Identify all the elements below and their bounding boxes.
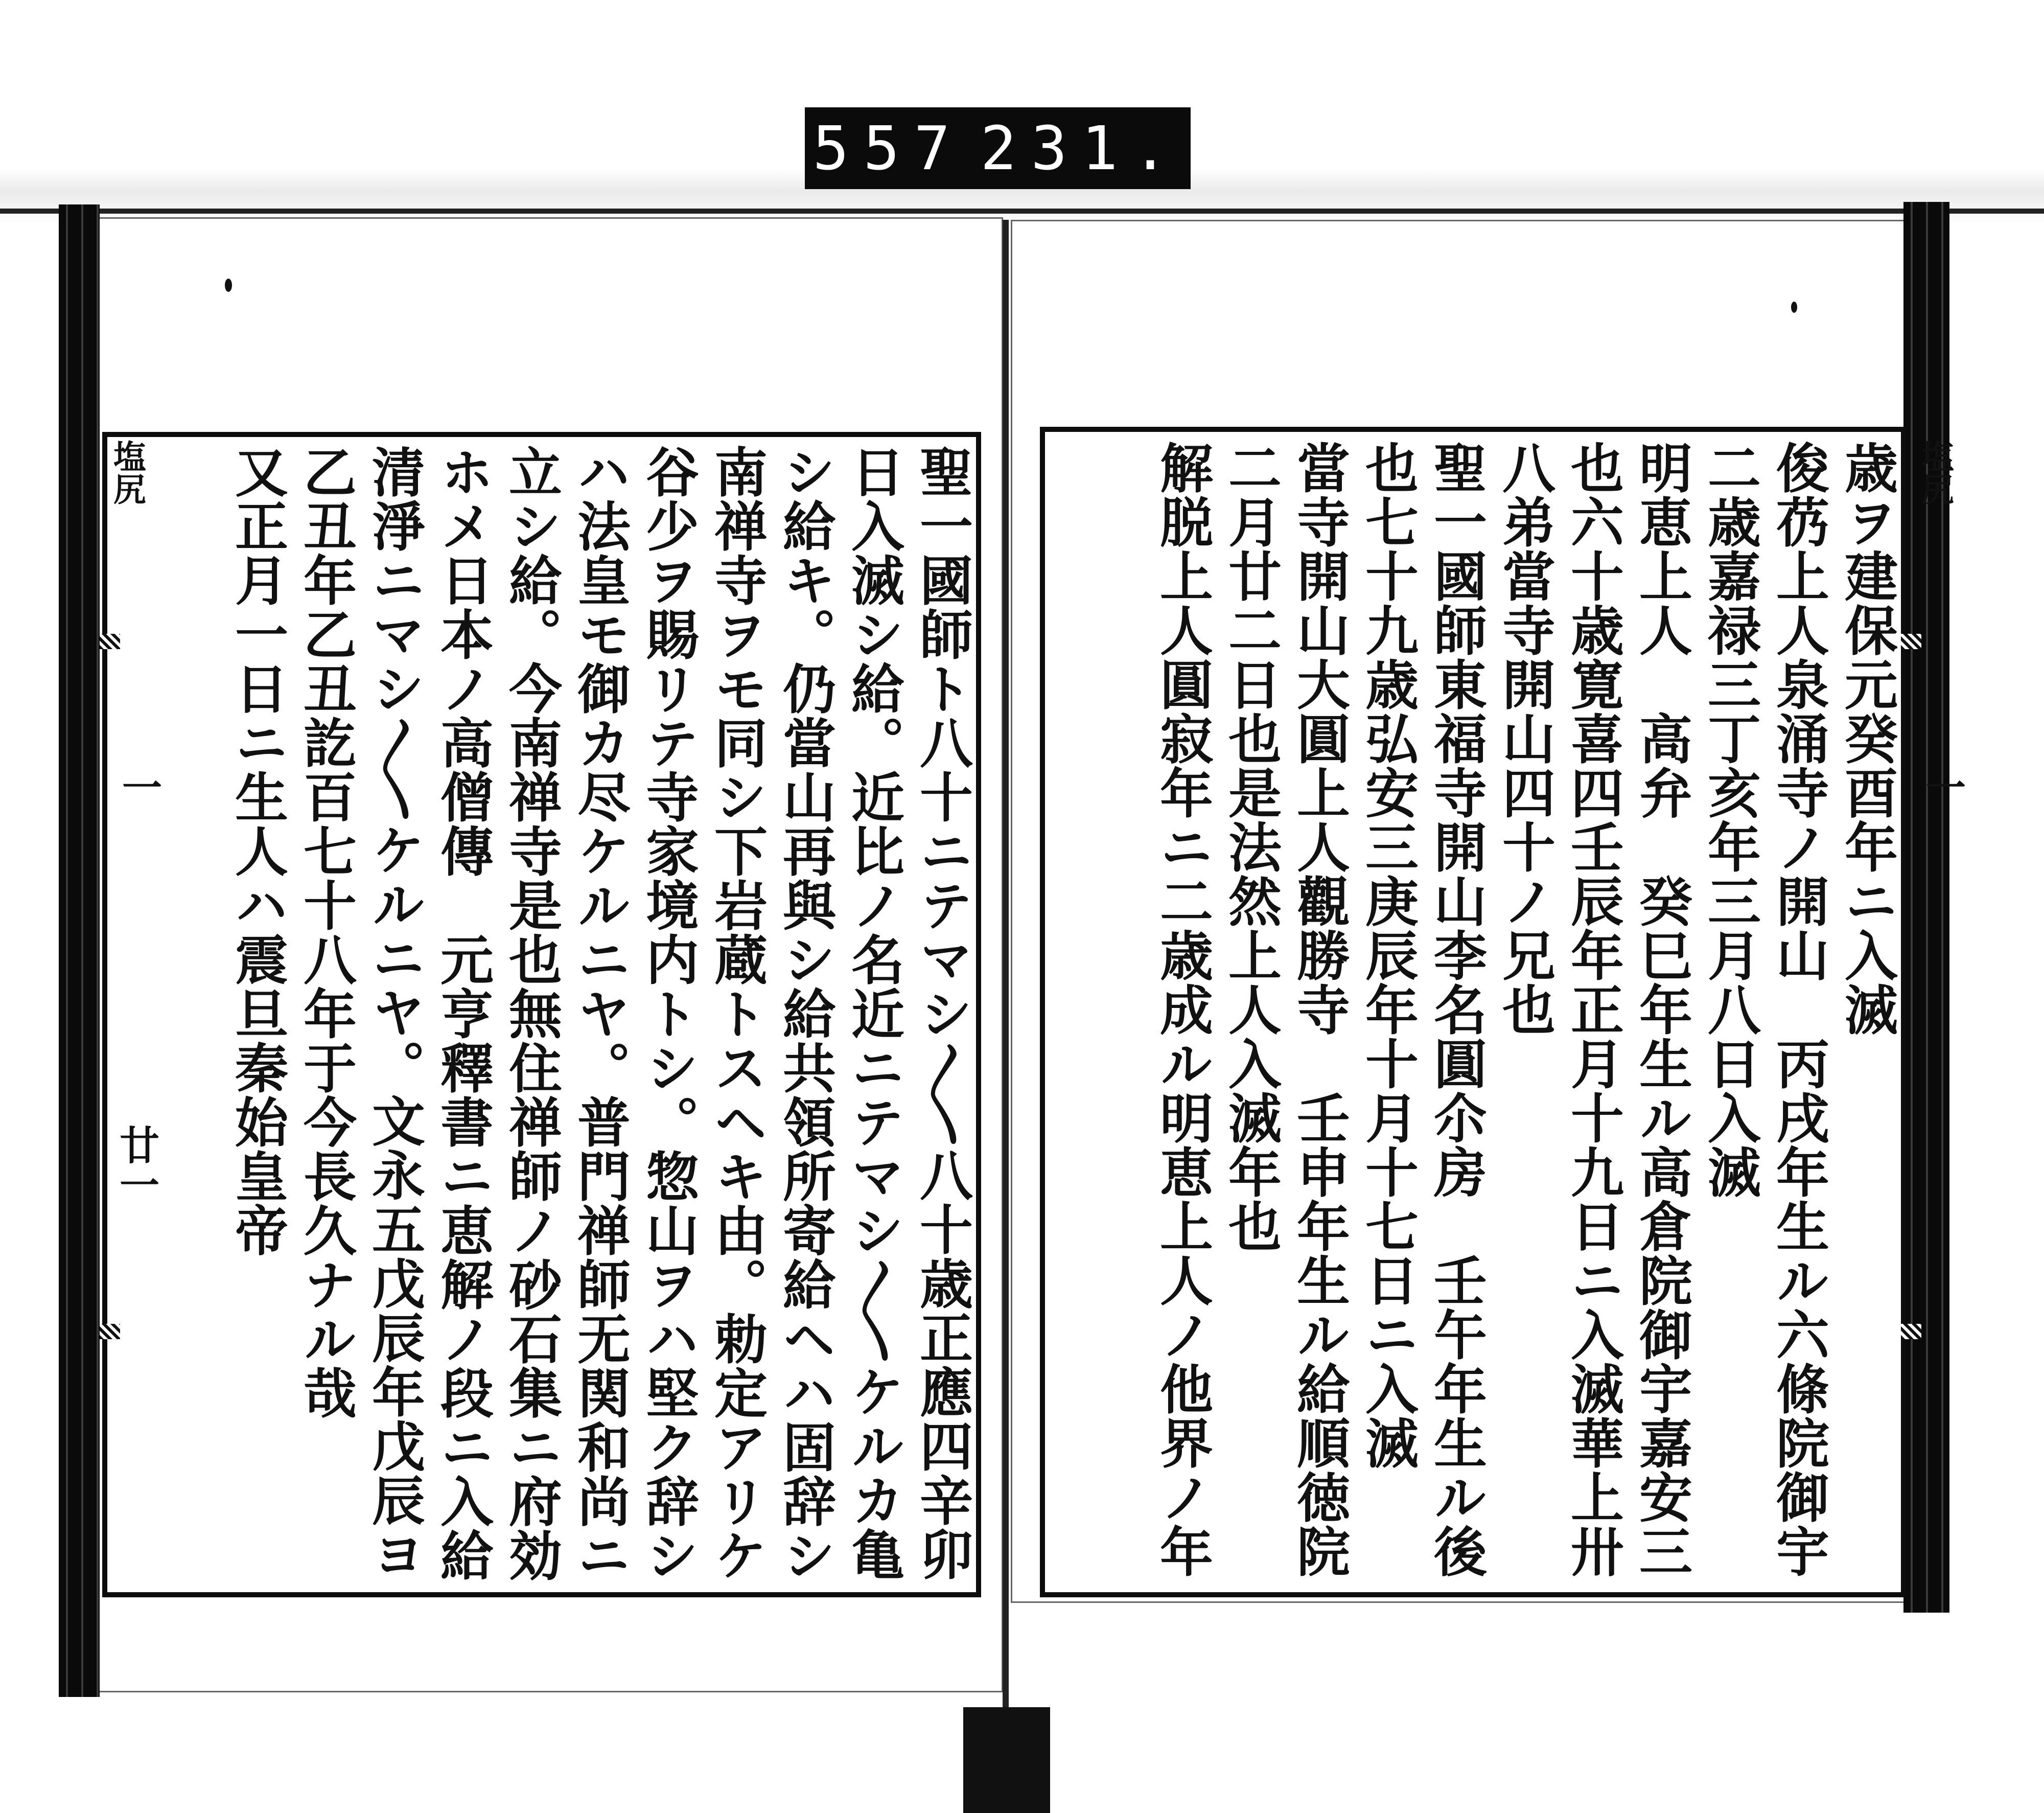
text-column: 又正月一日ニ生人ハ震旦秦始皇帝 xyxy=(226,445,289,1257)
archive-label-left: 557 xyxy=(812,113,965,183)
right-folio-mark: 一 xyxy=(1919,767,1966,807)
text-column: 八弟當寺開山四十ノ兄也 xyxy=(1493,441,1556,1037)
text-column: 聖一國師ト八十ニテマシ〳〵八十歳正應四辛卯 xyxy=(911,445,973,1581)
text-column: 俊芿上人泉涌寺ノ開山 丙戌年生ル六條院御宇 xyxy=(1767,441,1830,1578)
text-column: 南禅寺ヲモ同シ下岩蔵トスヘキ由。勅定アリケ xyxy=(705,445,768,1582)
left-margin-ornament-top xyxy=(100,634,120,649)
archive-label xyxy=(805,107,1191,189)
ink-speck xyxy=(225,279,232,292)
ink-speck xyxy=(1791,302,1797,313)
right-margin-ornament-top xyxy=(1901,634,1921,649)
left-folio-mark: 一 xyxy=(115,767,162,807)
text-column: 谷少ヲ賜リテ寺家境内トシ。惣山ヲハ堅ク辞シ xyxy=(637,445,700,1582)
text-column: 乙丑年乙丑訖百七十八年于今長久ナル哉 xyxy=(294,445,357,1420)
text-column: 當寺開山大圓上人觀勝寺 壬申年生ル給順徳院 xyxy=(1288,441,1351,1578)
text-column: ホメ日本ノ高僧傳 元亨釋書ニ恵解ノ段ニ入給 xyxy=(431,445,494,1582)
text-column: 立シ給。今南禅寺是也無住禅師ノ砂石集ニ府効 xyxy=(500,445,563,1582)
text-column: 日入滅シ給。近比ノ名近ニテマシ〳〵ケルカ亀 xyxy=(842,445,905,1581)
left-margin-ornament-bottom xyxy=(100,1324,120,1339)
top-rule xyxy=(0,209,2044,214)
text-column: 聖一國師東福寺開山李名圓尒房 壬午年生ル後 xyxy=(1425,441,1488,1578)
text-column: 也六十歳寛喜四壬辰年正月十九日ニ入滅華上卅 xyxy=(1562,441,1624,1578)
text-column: ハ法皇モ御カ尽ケルニヤ。普門禅師无関和尚ニ xyxy=(568,445,631,1582)
left-text-columns xyxy=(118,445,976,1585)
text-column: 明恵上人 高弁 癸巳年生ル高倉院御宇嘉安三 xyxy=(1630,441,1693,1578)
text-column: 清淨ニマシ〳〵ケルニヤ。文永五戊辰年戊辰ヨ xyxy=(363,445,426,1581)
right-margin-ornament-bottom xyxy=(1901,1324,1921,1339)
gutter-fold xyxy=(963,1707,1050,1813)
right-margin-title: 塩尻 xyxy=(1916,440,1954,505)
text-column: シ給キ。仍當山再與シ給共領所寄給ヘハ固辞シ xyxy=(774,445,837,1582)
text-column: 二月廿二日也是法然上人入滅年也 xyxy=(1219,441,1282,1253)
left-binding-spine xyxy=(59,204,100,1697)
text-column: 二歳嘉禄三丁亥年三月八日入滅 xyxy=(1699,441,1761,1199)
text-column: 歳ヲ建保元癸酉年ニ入滅 xyxy=(1836,441,1898,1037)
text-column: 解脱上人圓寂年ニ二歳成ル明恵上人ノ他界ノ年 xyxy=(1151,441,1214,1578)
left-folio-number: 廿一 xyxy=(113,1124,159,1204)
text-column: 也七十九歳弘安三庚辰年十月十七日ニ入滅 xyxy=(1356,441,1419,1470)
archive-label-right: 231. xyxy=(980,113,1183,183)
right-binding-spine xyxy=(1903,202,1949,1613)
center-gutter xyxy=(1003,220,1009,1753)
left-margin-title: 塩尻 xyxy=(108,440,146,505)
right-text-columns xyxy=(1053,441,1901,1586)
